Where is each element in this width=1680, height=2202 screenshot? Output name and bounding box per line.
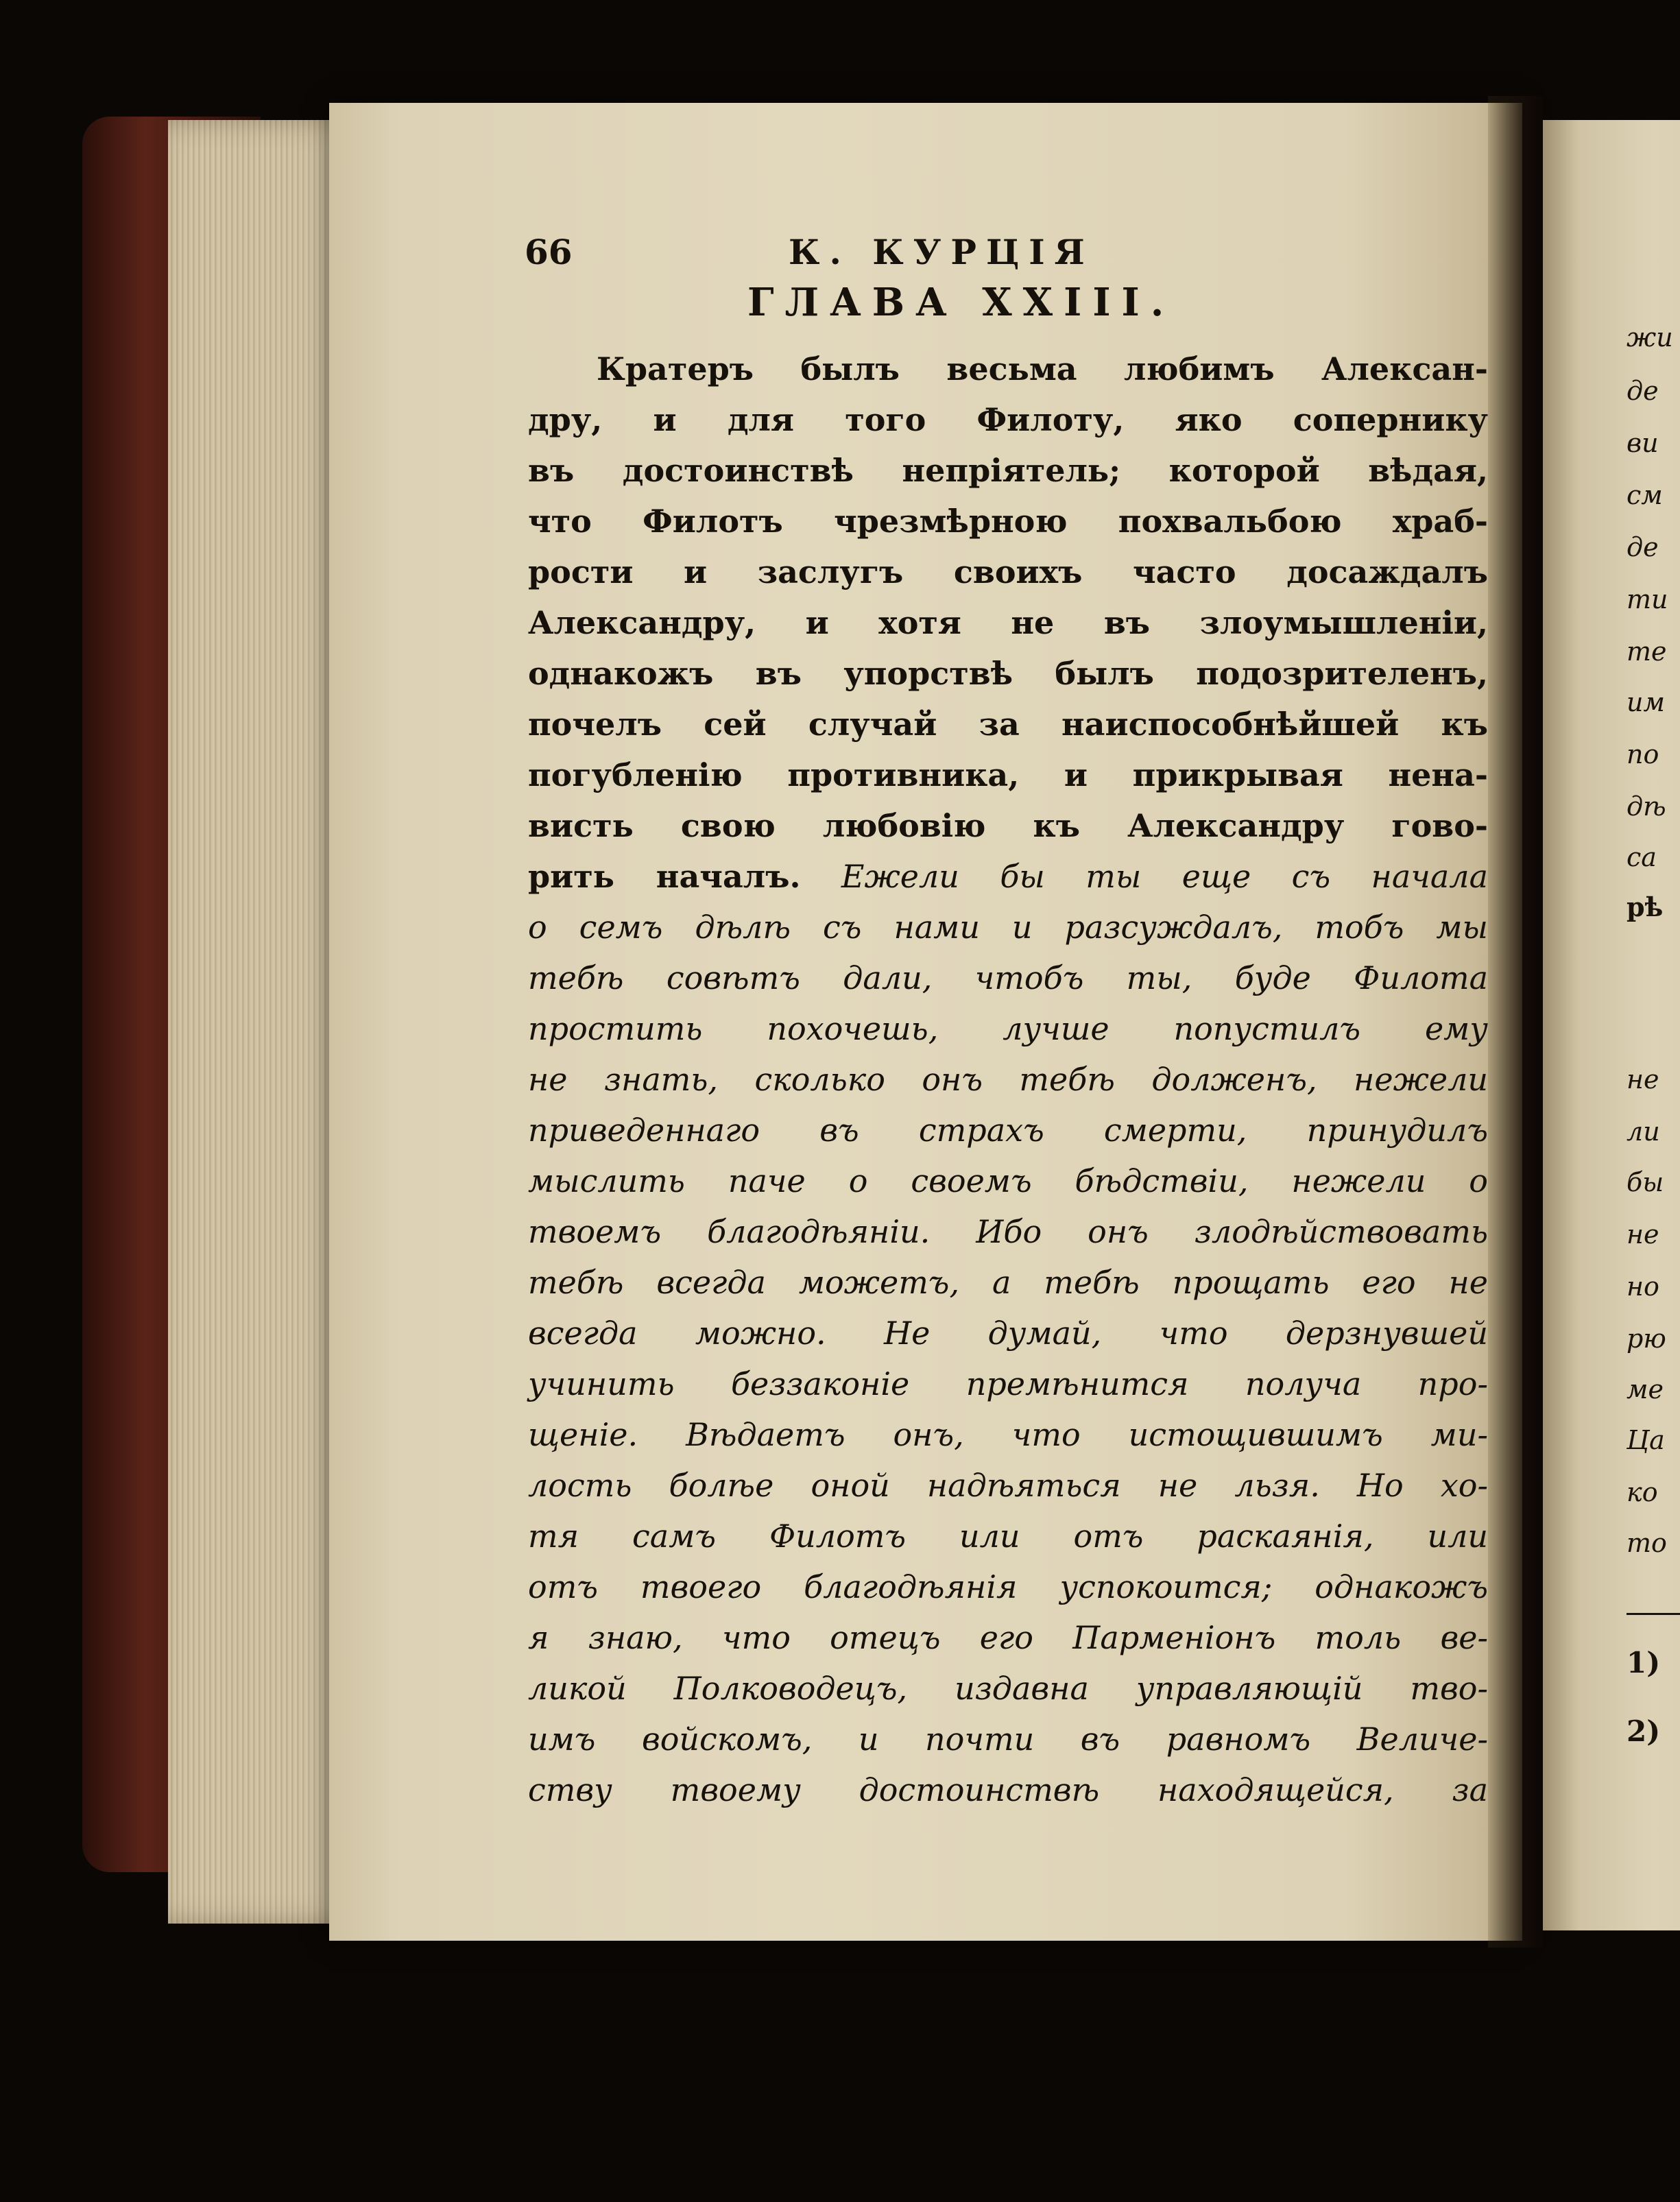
facing-text-fragment: де <box>1627 376 1659 406</box>
facing-text-fragment: ме <box>1627 1374 1664 1404</box>
text-line: почелъ сей случай за наиспособнѣйшей къ <box>528 706 1488 743</box>
text-line: тя самъ Филотъ или отъ раскаянія, или <box>528 1518 1488 1555</box>
text-line: твоемъ благодѣяніи. Ибо онъ злодѣйствовать <box>528 1213 1488 1250</box>
text-line: мыслить паче о своемъ бѣдствіи, нежели о <box>528 1162 1488 1199</box>
facing-text-fragment: по <box>1627 739 1659 769</box>
text-line: дру, и для того Филоту, яко сопернику <box>528 401 1488 438</box>
facing-text-fragment: бы <box>1627 1167 1664 1197</box>
facing-text-fragment: не <box>1627 1064 1659 1094</box>
text-line: висть свою любовію къ Александру гово- <box>528 807 1488 844</box>
facing-text-fragment: не <box>1627 1219 1659 1249</box>
text-line: Александру, и хотя не въ злоумышленіи, <box>528 604 1488 641</box>
text-line: приведеннаго въ страхъ смерти, принудилъ <box>528 1112 1488 1149</box>
facing-text-fragment: ли <box>1627 1116 1660 1147</box>
text-line: однакожъ въ упорствѣ былъ подозрителенъ, <box>528 655 1488 692</box>
text-line: тебѣ совѣтъ дали, чтобъ ты, буде Филота <box>528 959 1488 996</box>
text-line: всегда можно. Не думай, что дерзнувшей <box>528 1315 1488 1352</box>
text-line: я знаю, что отецъ его Парменіонъ толь ве- <box>528 1619 1488 1656</box>
text-line: о семъ дѣлѣ съ нами и разсуждалъ, тобъ мы <box>528 909 1488 946</box>
text-segment-roman: рить началъ. <box>528 858 801 895</box>
text-line: что Филотъ чрезмѣрною похвальбою храб- <box>528 503 1488 540</box>
facing-text-fragment: жи <box>1627 322 1673 352</box>
text-line: простить похочешь, лучше попустилъ ему <box>528 1010 1488 1047</box>
text-line: ликой Полководецъ, издавна управляющій тво- <box>528 1670 1488 1707</box>
facing-text-fragment: те <box>1627 636 1667 667</box>
facing-text-fragment: Ца <box>1627 1425 1665 1455</box>
text-line: отъ твоего благодѣянія успокоится; однакожъ <box>528 1568 1488 1605</box>
facing-text-fragment: рю <box>1627 1324 1666 1354</box>
text-line: щеніе. Вѣдаетъ онъ, что истощившимъ ми- <box>528 1416 1488 1453</box>
facing-text-fragment: ви <box>1627 428 1659 458</box>
text-segment-italic: Ежели бы ты еще съ начала <box>841 858 1488 895</box>
text-line: имъ войскомъ, и почти въ равномъ Величе- <box>528 1721 1488 1758</box>
facing-text-fragment: то <box>1627 1528 1667 1558</box>
footnote-number: 1) <box>1627 1646 1661 1679</box>
text-line: лость болѣе оной надѣяться не льзя. Но хо- <box>528 1467 1488 1504</box>
running-head: К. КУРЦІЯ <box>789 232 1094 272</box>
facing-text-fragment: де <box>1627 532 1659 562</box>
facing-text-fragment: им <box>1627 687 1665 717</box>
text-line: не знать, сколько онъ тебѣ долженъ, нежели <box>528 1061 1488 1098</box>
facing-text-fragment: но <box>1627 1271 1659 1302</box>
facing-text-fragment: дѣ <box>1627 791 1666 822</box>
chapter-title: ГЛАВА XXIII. <box>747 280 1175 325</box>
text-line: въ достоинствѣ непріятель; которой вѣдая, <box>528 452 1488 489</box>
text-line: рости и заслугъ своихъ часто досаждалъ <box>528 553 1488 590</box>
text-line: тебѣ всегда можетъ, а тебѣ прощать его не <box>528 1264 1488 1301</box>
footnote-rule <box>1627 1613 1680 1615</box>
facing-text-fragment: ко <box>1627 1477 1658 1507</box>
text-line: ству твоему достоинствѣ находящейся, за <box>528 1771 1488 1808</box>
text-line: учинить беззаконіе премѣнится получа про- <box>528 1365 1488 1402</box>
facing-text-fragment: са <box>1627 842 1657 872</box>
page-number: 66 <box>525 232 573 272</box>
facing-text-fragment: рѣ <box>1627 891 1664 922</box>
facing-text-fragment: ти <box>1627 584 1668 614</box>
text-line: Кратеръ былъ весьма любимъ Алексан- <box>597 350 1488 387</box>
text-line: погубленію противника, и прикрывая нена- <box>528 756 1488 793</box>
footnote-number: 2) <box>1627 1714 1661 1748</box>
facing-text-fragment: см <box>1627 480 1663 510</box>
text-line-mixed <box>528 849 1488 904</box>
book-gutter <box>1488 96 1543 1948</box>
